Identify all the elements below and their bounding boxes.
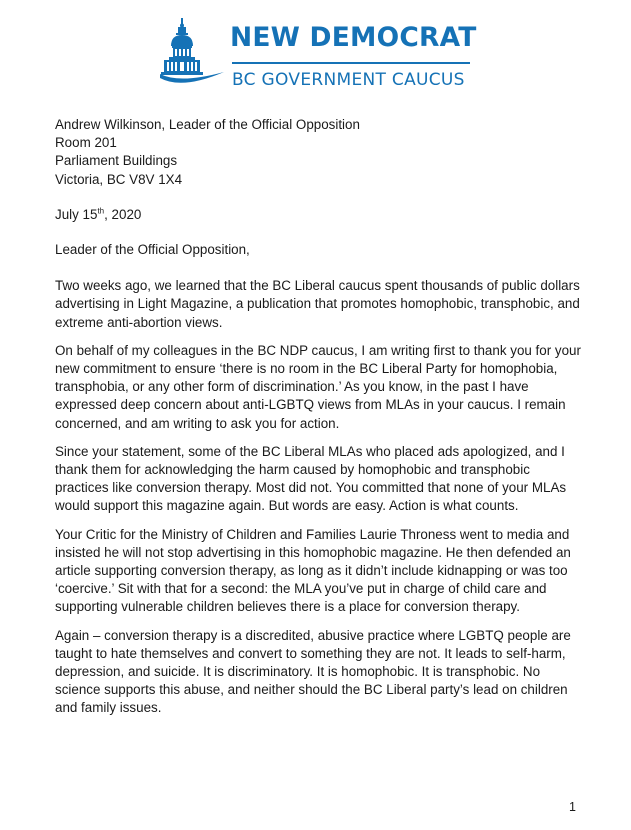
date-ordinal: th [97,206,105,216]
recipient-line: Victoria, BC V8V 1X4 [55,171,183,187]
letterhead-divider [232,62,470,64]
recipient-address [55,116,585,189]
page-number: 1 [569,800,576,814]
body-paragraph: Two weeks ago, we learned that the BC Liberal caucus spent thousands of public dollars advertising in Light Magazine, a publication that promotes homophobic, transphobic, and extreme anti-abortion views. [55,278,580,330]
org-subtitle: BC GOVERNMENT CAUCUS [232,70,465,90]
body-paragraph: Since your statement, some of the BC Liberal MLAs who placed ads apologized, and I thank them for acknowledging the harm caused by homophobic and transphobic practices like conversion therapy. Most did not. You committed that none of your MLAs would support this magazine again. But words are easy. Action is what counts. [55,443,567,514]
letterhead [160,14,480,92]
recipient-line: Andrew Wilkinson, Leader of the Official Opposition [55,117,360,132]
body-paragraph: Again – conversion therapy is a discredited, abusive practice where LGBTQ people are taught to hate themselves and convert to something they are not. It leads to self-harm, depression, and suicide. It is discriminatory. It is homophobic. It is transphobic. No science supports this abuse, and neither should the BC Liberal party’s lead on children and family issues. [55,627,571,716]
legislature-dome-icon [160,18,224,88]
letter-date: July 15th, 2020 [55,206,142,222]
letter-body [55,116,585,718]
salutation: Leader of the Official Opposition, [55,242,250,258]
recipient-line: Parliament Buildings [55,153,178,169]
body-paragraph: Your Critic for the Ministry of Children and Families Laurie Throness went to media and insisted he will not stop advertising in this homophobic magazine. He then defended an article supporting conversion therapy, as long as it didn’t include kidnapping or was too ‘coercive.’ Sit with that for a second: the MLA you’ve put in charge of child care and supporting vulnerable children believes there is a place for conversion therapy. [55,526,571,615]
org-name: NEW DEMOCRAT [230,22,477,53]
recipient-line: Room 201 [55,135,117,151]
body-paragraph: On behalf of my colleagues in the BC NDP caucus, I am writing first to thank you for your new commitment to ensure ‘there is no room in the BC Liberal Party for homophobia, transphobia, or any other form of discrimination.’ As you know, in the past I have expressed deep concern about anti-LGBTQ views from MLAs in your caucus. I remain concerned, and am writing to ask you for action. [55,342,581,431]
